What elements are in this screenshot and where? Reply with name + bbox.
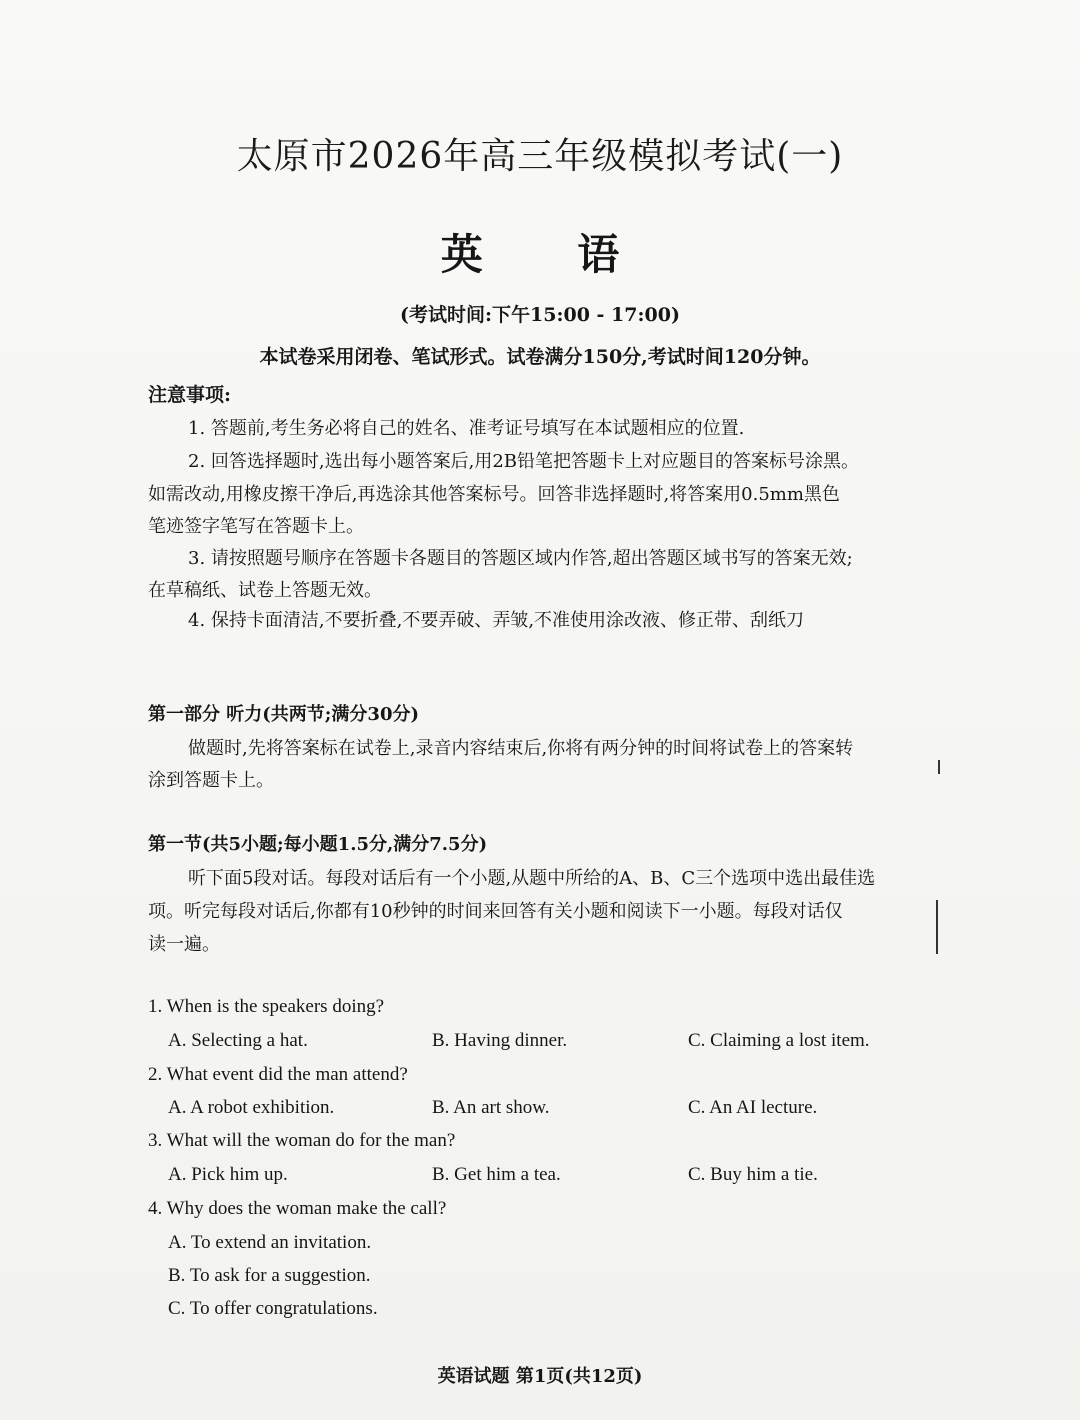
question-stem: 1. When is the speakers doing? bbox=[148, 996, 385, 1017]
option-a: A. To extend an invitation. bbox=[168, 1232, 372, 1253]
subject-title: 英 语 bbox=[440, 230, 660, 279]
note-line: 4. 保持卡面清洁,不要折叠,不要弄破、弄皱,不准使用涂改液、修正带、刮纸刀 bbox=[188, 610, 805, 631]
exam-title: 太原市2026年高三年级模拟考试(一) bbox=[236, 136, 844, 177]
section1-intro-line: 听下面5段对话。每段对话后有一个小题,从题中所给的A、B、C三个选项中选出最佳选 bbox=[188, 868, 876, 889]
option-c: C. An AI lecture. bbox=[688, 1097, 818, 1118]
section1-intro-line: 项。听完每段对话后,你都有10秒钟的时间来回答有关小题和阅读下一小题。每段对话仅 bbox=[148, 901, 843, 922]
note-line: 2. 回答选择题时,选出每小题答案后,用2B铅笔把答题卡上对应题目的答案标号涂黑。 bbox=[188, 451, 860, 472]
option-b: B. Get him a tea. bbox=[432, 1164, 561, 1185]
exam-format: 本试卷采用闭卷、笔试形式。试卷满分150分,考试时间120分钟。 bbox=[259, 346, 821, 368]
question-stem: 3. What will the woman do for the man? bbox=[148, 1130, 456, 1151]
option-b: B. Having dinner. bbox=[432, 1030, 568, 1051]
scan-edge-mark bbox=[938, 760, 940, 774]
part1-intro-line: 涂到答题卡上。 bbox=[148, 770, 274, 791]
option-a: A. A robot exhibition. bbox=[168, 1097, 335, 1118]
option-a: A. Pick him up. bbox=[168, 1164, 288, 1185]
question-stem: 4. Why does the woman make the call? bbox=[148, 1198, 447, 1219]
section1-heading: 第一节(共5小题;每小题1.5分,满分7.5分) bbox=[148, 834, 488, 855]
note-line: 笔迹签字笔写在答题卡上。 bbox=[148, 516, 364, 537]
part1-heading: 第一部分 听力(共两节;满分30分) bbox=[148, 704, 419, 725]
option-b: B. An art show. bbox=[432, 1097, 550, 1118]
notes-heading: 注意事项: bbox=[148, 384, 232, 406]
section1-intro-line: 读一遍。 bbox=[148, 934, 220, 955]
exam-time: (考试时间:下午15:00 - 17:00) bbox=[400, 304, 680, 326]
part1-intro-line: 做题时,先将答案标在试卷上,录音内容结束后,你将有两分钟的时间将试卷上的答案转 bbox=[188, 738, 854, 759]
option-b: B. To ask for a suggestion. bbox=[168, 1265, 371, 1286]
page-footer: 英语试题 第1页(共12页) bbox=[437, 1366, 643, 1387]
note-line: 如需改动,用橡皮擦干净后,再选涂其他答案标号。回答非选择题时,将答案用0.5mm黑色 bbox=[148, 484, 840, 505]
note-line: 在草稿纸、试卷上答题无效。 bbox=[148, 580, 382, 601]
note-line: 1. 答题前,考生务必将自己的姓名、准考证号填写在本试题相应的位置. bbox=[188, 418, 745, 439]
scan-edge-mark bbox=[936, 900, 938, 954]
note-line: 3. 请按照题号顺序在答题卡各题目的答题区域内作答,超出答题区域书写的答案无效; bbox=[188, 548, 853, 569]
question-stem: 2. What event did the man attend? bbox=[148, 1064, 408, 1085]
option-c: C. Buy him a tie. bbox=[688, 1164, 818, 1185]
option-c: C. To offer congratulations. bbox=[168, 1298, 378, 1319]
option-a: A. Selecting a hat. bbox=[168, 1030, 308, 1051]
option-c: C. Claiming a lost item. bbox=[688, 1030, 870, 1051]
